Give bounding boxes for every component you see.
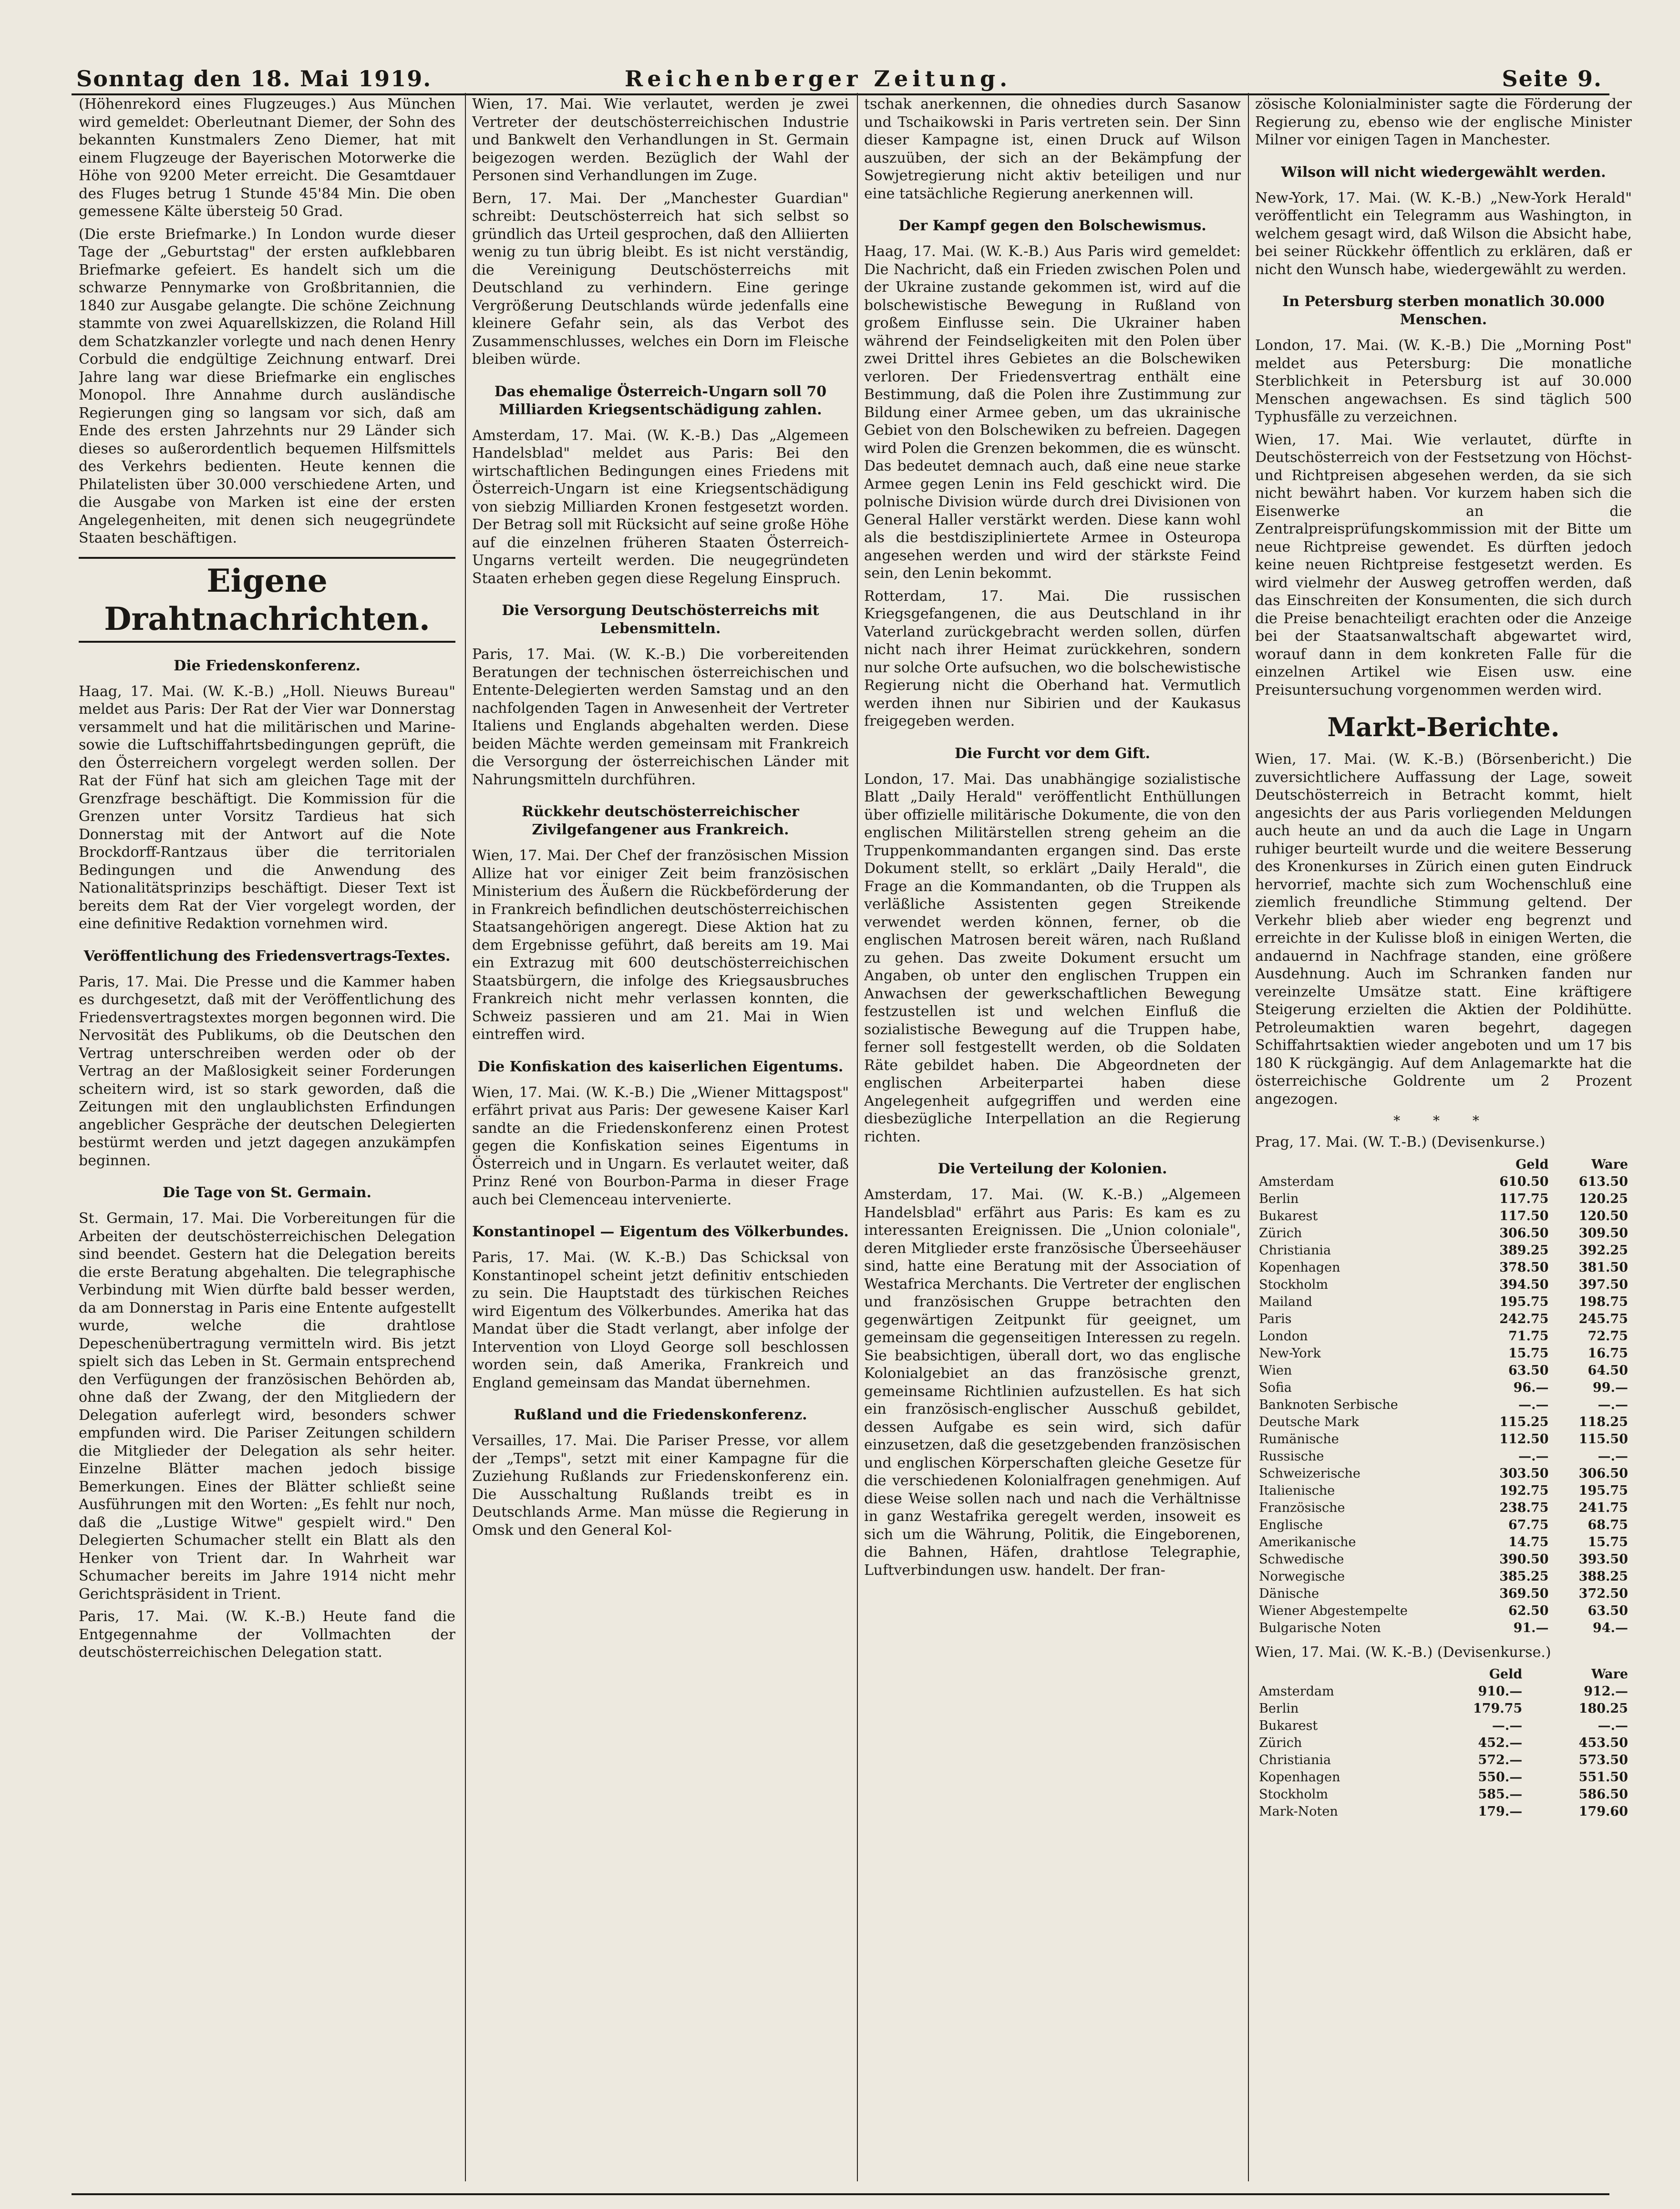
- geld-value: 96.—: [1513, 1380, 1549, 1395]
- currency-name: Bukarest: [1259, 1208, 1318, 1223]
- section-title-drahtnachrichten: Eigene Drahtnachrichten.: [79, 557, 455, 643]
- headline-rueckkehr: Rückkehr deutschösterreichischer Zivilgefangener aus Frankreich.: [522, 803, 799, 838]
- ware-value: 15.75: [1587, 1534, 1628, 1550]
- article-haag-polen: Haag, 17. Mai. (W. K.-B.) Aus Paris wird gemeldet: Die Nachricht, daß ein Frieden zwischen Polen und der Ukraine zustande gekommen ist, wird auf die bolschewistische Bewegung in Rußland von großem Einflusse sein. Die Ukrainer haben während der Feindseligkeiten mit den Polen über zwei Drittel ihres Gebietes an die Bolschewiken verloren. Der Friedensvertrag enthält eine Bestimmung, daß die Polen ihre Zustimmung zur Bildung einer Armee geben, um das ukrainische Gebiet von den Bolschewiken zu befreien. Dagegen wird Polen die Grenzen bekommen, die es wünscht. Das bedeutet demnach auch, daß eine neue starke Armee gegen Lenin ins Feld geschickt wird. Die polnische Division würde durch drei Divisionen von General Haller verstärkt werden. Diese kann wohl als die bestdiszipliniertete Armee in Osteuropa angesehen werden und wird der stärkste Feind sein, den Lenin bekommt.: [864, 243, 1241, 582]
- geld-value: 389.25: [1499, 1243, 1549, 1258]
- table-row: [1255, 1603, 1632, 1620]
- currency-name: Mailand: [1259, 1294, 1312, 1309]
- currency-name: Dänische: [1259, 1586, 1319, 1601]
- ware-value: 120.25: [1578, 1191, 1628, 1206]
- geld-value: 585.—: [1478, 1787, 1523, 1802]
- ware-value: 99.—: [1593, 1380, 1628, 1395]
- headline-st-germain: Die Tage von St. Germain.: [163, 1184, 371, 1201]
- wien-devisen-table: [1255, 1666, 1632, 1820]
- table-row: [1255, 1379, 1632, 1397]
- table-row: [1255, 1431, 1632, 1448]
- section-title-marktberichte: Markt-Berichte.: [1327, 712, 1560, 742]
- table-row: [1255, 1534, 1632, 1551]
- currency-name: London: [1259, 1328, 1308, 1344]
- table-row: [1255, 1328, 1632, 1345]
- article-amsterdam-milliarden: Amsterdam, 17. Mai. (W. K.-B.) Das „Algemeen Handelsblad" meldet aus Paris: Bei den wirtschaftlichen Bedingungen eines Friedens mit Österreich-Ungarn ist eine Kriegsentschädigung von siebzig Milliarden Kronen festgesetzt worden. Der Betrag soll mit Rücksicht auf seine große Höhe auf die einzelnen früheren Staaten Österreich-Ungarns verteilt werden. Die neugegründeten Staaten erheben gegen diese Regelung Einspruch.: [472, 427, 849, 587]
- ware-value: 118.25: [1578, 1414, 1628, 1429]
- currency-name: Bukarest: [1259, 1718, 1318, 1733]
- article-wien-vertreter: Wien, 17. Mai. Wie verlautet, werden je zwei Vertreter der deutschösterreichischen Industrie und Bankwelt den Verhandlungen in St. Germain beigezogen werden. Bezüglich der Wahl der Personen sind Verhandlungen im Zuge.: [472, 96, 849, 184]
- table-row: [1255, 1735, 1632, 1752]
- headline-kriegsentschaedigung: Das ehemalige Österreich-Ungarn soll 70 Milliarden Kriegsentschädigung zahlen.: [494, 383, 827, 418]
- table-row: [1255, 1683, 1632, 1700]
- table-row: [1255, 1585, 1632, 1603]
- article-vollmachten: Paris, 17. Mai. (W. K.-B.) Heute fand die Entgegennahme der Vollmachten der deutschösterreichischen Delegation statt.: [79, 1608, 455, 1661]
- geld-value: 192.75: [1499, 1483, 1549, 1498]
- geld-value: 378.50: [1499, 1260, 1549, 1275]
- currency-name: Schwedische: [1259, 1551, 1344, 1567]
- geld-value: 385.25: [1499, 1569, 1549, 1584]
- table-row: [1255, 1345, 1632, 1362]
- table-row: [1255, 1191, 1632, 1208]
- article-koltschak-cont: tschak anerkennen, die ohnedies durch Sasanow und Tschaikowski in Paris vertreten sein. Der Sinn dieser Kampagne ist, einen Druck auf Wilson auszuüben, der sich an der Bekämpfung der Sowjetregierung nicht aktiv beteiligen und nur eine tatsächliche Regierung anerkennen will.: [864, 96, 1241, 202]
- ware-value: 16.75: [1587, 1346, 1628, 1361]
- headline-friedenskonferenz: Die Friedenskonferenz.: [174, 657, 361, 674]
- geld-value: 117.50: [1499, 1208, 1549, 1223]
- ware-value: 120.50: [1578, 1208, 1628, 1223]
- article-london-daily-herald: London, 17. Mai. Das unabhängige sozialistische Blatt „Daily Herald" veröffentlicht Enthüllungen über offizielle militärische Dokumente, die von den englischen Militärstellen streng geheim an die Truppenkommandanten ergangen sind. Das erste Dokument stellt, so erklärt „Daily Herald", die Frage an die Kommandanten, ob die Truppen als verläßliche Assistenten gegen Streikende verwendet werden können, ferner, ob die englischen Matrosen bereit wären, nach Rußland zu gehen. Das zweite Dokument ersucht um Angaben, ob unter den englischen Truppen ein Anwachsen der gewerkschaftlichen Bewegung festzustellen ist und welchen Einfluß die sozialistische Bewegung auf die Truppen habe, ferner soll festgestellt werden, ob die Soldaten Räte gebildet haben. Die Abgeordneten der englischen Arbeiterpartei haben diese Angelegenheit aufgegriffen und werden eine diesbezügliche Interpellation an die Regierung richten.: [864, 771, 1241, 1145]
- currency-name: Schweizerische: [1259, 1466, 1360, 1481]
- header-date: Sonntag den 18. Mai 1919.: [76, 66, 432, 92]
- currency-name: Russische: [1259, 1449, 1324, 1464]
- geld-value: 910.—: [1478, 1684, 1523, 1699]
- ware-value: 912.—: [1584, 1684, 1628, 1699]
- ware-value: —.—: [1598, 1718, 1628, 1733]
- article-bern: Bern, 17. Mai. Der „Manchester Guardian" schreibt: Deutschösterreich hat sich selbst so gründlich das Urteil gesprochen, daß den Alliierten wenig zu tun übrig bleibt. Es ist nicht verständig, die Vereinigung Deutschösterreichs mit Deutschland zu verhindern. Eine geringe Vergrößerung Deutschlands würde jedenfalls eine kleinere Gefahr sein, als das Verbot des Zusammenschlusses, welches ein Dorn im Fleische bleiben würde.: [472, 190, 849, 368]
- headline-wilson: Wilson will nicht wiedergewählt werden.: [1281, 164, 1606, 181]
- currency-name: Zürich: [1259, 1736, 1302, 1750]
- column-1: [79, 95, 455, 2174]
- table-row: [1255, 1752, 1632, 1769]
- currency-name: Christiania: [1259, 1753, 1331, 1767]
- footer-rule: [72, 2193, 1609, 2195]
- geld-value: 117.75: [1499, 1191, 1549, 1206]
- table-row: [1255, 1242, 1632, 1259]
- header-masthead: Reichenberger Zeitung.: [625, 66, 1012, 92]
- geld-value: —.—: [1518, 1397, 1549, 1412]
- currency-name: Norwegische: [1259, 1569, 1345, 1584]
- table-row: [1255, 1362, 1632, 1379]
- article-paris-konstantinopel: Paris, 17. Mai. (W. K.-B.) Das Schicksal von Konstantinopel scheint jetzt definitiv entschieden zu sein. Die Hauptstadt des türkischen Reiches wird Eigentum des Völkerbundes. Amerika hat das Mandat über die Stadt verlangt, aber infolge der Intervention von Lloyd George soll beschlossen worden sein, daß Amerika, Frankreich und England gemeinsam das Mandat übernehmen.: [472, 1249, 849, 1391]
- article-rotterdam: Rotterdam, 17. Mai. Die russischen Kriegsgefangenen, die aus Deutschland in ihr Vaterland zurückgebracht werden sollen, dürfen nicht nach ihrer Heimat zurückkehren, sondern nur solche Orte aufsuchen, wo die bolschewistische Regierung nicht die Oberhand hat. Vermutlich werden ihnen nur Sibirien und der Kaukasus freigegeben werden.: [864, 587, 1241, 729]
- col-ware: Ware: [1591, 1667, 1628, 1682]
- currency-name: Italienische: [1259, 1483, 1335, 1498]
- currency-name: Englische: [1259, 1517, 1323, 1532]
- geld-value: 14.75: [1508, 1534, 1549, 1550]
- table-row: [1255, 1482, 1632, 1500]
- geld-value: 242.75: [1499, 1311, 1549, 1326]
- geld-value: 369.50: [1499, 1586, 1549, 1601]
- currency-name: Mark-Noten: [1259, 1804, 1338, 1819]
- ware-value: 241.75: [1578, 1500, 1628, 1515]
- ware-value: 388.25: [1578, 1569, 1628, 1584]
- article-boersenbericht: Wien, 17. Mai. (W. K.-B.) (Börsenbericht.) Die zuversichtlichere Auffassung der Lage, soweit Deutschösterreich in Betracht kommt, hielt angesichts der aus Paris vorliegenden Meldungen auch heute an und da auch die Lage in Ungarn ruhiger beurteilt wurde und die weitere Besserung des Kronenkurses in Zürich einen guten Eindruck hervorrief, machte sich zum Wochenschluß eine ziemlich freundliche Stimmung geltend. Der Verkehr blieb aber wieder eng begrenzt und erreichte in der Kulisse bloß in einigen Werten, die andauernd in Nachfrage standen, eine größere Ausdehnung. Auch im Schranken fanden nur vereinzelte Umsätze statt. Eine kräftigere Steigerung erzielten die Aktien der Poldihütte. Petroleumaktien waren begehrt, dagegen Schiffahrtsaktien wieder angeboten und um 17 bis 180 K rückgängig. Auf dem Anlagemarkte hat die österreichische Goldrente um 2 Prozent angezogen.: [1255, 751, 1632, 1108]
- geld-value: 179.—: [1478, 1804, 1523, 1819]
- headline-versorgung: Die Versorgung Deutschösterreichs mit Lebensmitteln.: [502, 602, 819, 637]
- geld-value: 303.50: [1499, 1466, 1549, 1481]
- article-haag: Haag, 17. Mai. (W. K.-B.) „Holl. Nieuws Bureau" meldet aus Paris: Der Rat der Vier war Donnerstag versammelt und hat die militärischen und Marine- sowie die Luftschiffahrtsbedingungen geprüft, die den Österreichern vorgelegt werden sollen. Der Rat der Fünf hat sich am gleichen Tage mit der Grenzfrage beschäftigt. Die Kommission für die Grenzen unter Vorsitz Tardieus hat sich Donnerstag mit der Antwort auf die Note Brockdorff-Rantzaus über die territorialen Bedingungen und die Anwendung des Nationalitätsprinzips beschäftigt. Dieser Text ist bereits dem Rat der Vier vorgelegt worden, der eine definitive Redaktion vornehmen wird.: [79, 683, 455, 932]
- geld-value: 15.75: [1508, 1346, 1549, 1361]
- currency-name: Amsterdam: [1259, 1174, 1334, 1189]
- geld-value: 62.50: [1508, 1603, 1549, 1618]
- headline-petersburg: In Petersburg sterben monatlich 30.000 Menschen.: [1282, 293, 1605, 328]
- currency-name: Amsterdam: [1259, 1684, 1334, 1699]
- currency-name: Zürich: [1259, 1225, 1302, 1241]
- page-header: [76, 61, 1602, 94]
- geld-value: 610.50: [1499, 1174, 1549, 1189]
- geld-value: 238.75: [1499, 1500, 1549, 1515]
- table-row: [1255, 1225, 1632, 1242]
- table-row: [1255, 1500, 1632, 1517]
- article-london-petersburg: London, 17. Mai. (W. K.-B.) Die „Morning Post" meldet aus Petersburg: Die monatliche Sterblichkeit in Petersburg ist auf 30.000 Menschen angewachsen. Es sind täglich 500 Typhusfälle zu verzeichnen.: [1255, 337, 1632, 425]
- col-geld: Geld: [1489, 1667, 1523, 1682]
- table-row: [1255, 1717, 1632, 1735]
- currency-name: Deutsche Mark: [1259, 1414, 1359, 1429]
- currency-name: Wiener Abgestempelte: [1259, 1603, 1408, 1618]
- table-row: [1255, 1294, 1632, 1311]
- geld-value: 572.—: [1478, 1753, 1523, 1767]
- geld-value: 550.—: [1478, 1770, 1523, 1785]
- ware-value: 306.50: [1578, 1466, 1628, 1481]
- currency-name: Amerikanische: [1259, 1534, 1356, 1550]
- ware-value: 195.75: [1578, 1483, 1628, 1498]
- ware-value: 393.50: [1578, 1551, 1628, 1567]
- table-row: [1255, 1769, 1632, 1786]
- ware-value: —.—: [1598, 1449, 1628, 1464]
- ware-value: 392.25: [1578, 1243, 1628, 1258]
- geld-value: 390.50: [1499, 1551, 1549, 1567]
- headline-bolschewismus: Der Kampf gegen den Bolschewismus.: [898, 217, 1206, 234]
- geld-value: 195.75: [1499, 1294, 1549, 1309]
- table-row: [1255, 1551, 1632, 1568]
- table-row: [1255, 1311, 1632, 1328]
- ware-value: —.—: [1598, 1397, 1628, 1412]
- ware-value: 309.50: [1578, 1225, 1628, 1241]
- headline-kolonien: Die Verteilung der Kolonien.: [938, 1161, 1167, 1177]
- article-hoehenrekord: (Höhenrekord eines Flugzeuges.) Aus München wird gemeldet: Oberleutnant Diemer, der Sohn des bekannten Kunstmalers Zeno Diemer, hat mit einem Flugzeuge der Bayerischen Motorwerke die Höhe von 9200 Meter erreicht. Die Gesamtdauer des Fluges betrug 1 Stunde 45'84 Min. Die oben gemessene Kälte übersteig 50 Grad.: [79, 96, 455, 220]
- table-row: [1255, 1786, 1632, 1803]
- table-row: [1255, 1568, 1632, 1585]
- table-row: [1255, 1276, 1632, 1294]
- article-paris-versorgung: Paris, 17. Mai. (W. K.-B.) Die vorbereitenden Beratungen der technischen österreichischen und Entente-Delegierten werden Samstag und an den nachfolgenden Tagen in Anwesenheit der Vertreter Italiens und Englands abgehalten werden. Diese beiden Mächte werden gemeinsam mit Frankreich die Versorgung der österreichischen Länder mit Nahrungsmitteln durchführen.: [472, 646, 849, 788]
- article-st-germain: St. Germain, 17. Mai. Die Vorbereitungen für die Arbeiten der deutschösterreichischen Delegation sind beendet. Gestern hat die Delegation bereits die erste Beratung abgehalten. Die telegraphische Verbindung mit Wien dürfte bald besser werden, da am Donnerstag in Paris eine Entente aufgestellt wurde, welche die drahtlose Depeschenübertragung vermitteln wird. Bis jetzt spielt sich das Leben in St. Germain entsprechend den Verfügungen der französischen Behörden ab, ohne daß der Zwang, der den Mitgliedern der Delegation auferlegt wird, besonders schwer empfunden wird. Die Pariser Zeitungen schildern die Mitglieder der Delegation als sehr heiter. Einzelne Blätter machen jedoch bissige Bemerkungen. Eines der Blätter schließt seine Ausführungen mit den Worten: „Es fehlt nur noch, daß die „Lustige Witwe" gespielt wird." Den Delegierten Schumacher stellt ein Blatt als den Henker von Trient dar. In Wahrheit war Schumacher bereits im Jahre 1914 nicht mehr Gerichtspräsident in Trient.: [79, 1210, 455, 1603]
- geld-value: 452.—: [1478, 1736, 1523, 1750]
- geld-value: 91.—: [1513, 1620, 1549, 1635]
- currency-name: Rumänische: [1259, 1431, 1339, 1447]
- ware-value: 63.50: [1587, 1603, 1628, 1618]
- table-row: [1255, 1208, 1632, 1225]
- ware-value: 245.75: [1578, 1311, 1628, 1326]
- article-wien-richtpreise: Wien, 17. Mai. Wie verlautet, dürfte in Deutschösterreich von der Festsetzung von Höchst- und Richtpreisen abgesehen werden, da sie sich nicht bewährt haben. Vor kurzem haben sich die Eisenwerke an die Zentralpreisprüfungskommission mit der Bitte um neue Richtpreise gewendet. Es dürften jedoch keine neuen Richtpreise festgesetzt werden. Es wird vielmehr der Ausweg getroffen werden, daß das Einschreiten der Konsumenten, die sich durch die Preise benachteiligt erachten oder die Anzeige bei der Staatsanwaltschaft abgewartet wird, worauf dann in dem konkreten Falle für die einzelnen Artikel wie Eisen usw. eine Preisuntersuchung vorgenommen werden wird.: [1255, 431, 1632, 699]
- column-divider: [857, 93, 858, 2181]
- headline-furcht-gift: Die Furcht vor dem Gift.: [955, 745, 1150, 762]
- col-geld: Geld: [1515, 1157, 1549, 1172]
- geld-value: 63.50: [1508, 1363, 1549, 1378]
- prag-devisen-title: Prag, 17. Mai. (W. T.-B.) (Devisenkurse.): [1255, 1134, 1546, 1151]
- ware-value: 372.50: [1578, 1586, 1628, 1601]
- headline-konstantinopel: Konstantinopel — Eigentum des Völkerbundes.: [472, 1223, 849, 1240]
- article-amsterdam-kolonien: Amsterdam, 17. Mai. (W. K.-B.) „Algemeen Handelsblad" erfährt aus Paris: Es kam es zu interessanten Ereignissen. Die „Union coloniale", deren Mitglieder erste französische Überseehäuser sind, hatte eine Beratung mit der Association of Westafrica Merchants. Die Vertreter der englischen und französischen Gruppe betrachten den gegenwärtigen Zeitpunkt für geeignet, um gemeinsam die gegenseitigen Interessen zu regeln. Sie beabsichtigen, überall dort, wo das englische Kolonialgebiet an das französische grenzt, gemeinsame Richtlinien aufzustellen. Es hat sich ein französisch-englischer Ausschuß gebildet, dessen Aufgabe es sein wird, sich dafür einzusetzen, daß die gesetzgebenden französischen und englischen Körperschaften gleiche Gesetze für die verschiedenen Kolonialfragen genehmigen. Auf diese Weise sollen nach und nach die Verhältnisse in ganz Westafrika geregelt werden, insoweit es sich um die Währung, Politik, die Eingeborenen, die Bahnen, Häfen, drahtlose Telegraphie, Luftverbindungen usw. handelt. Der fran-: [864, 1186, 1241, 1579]
- ware-value: 72.75: [1587, 1328, 1628, 1344]
- ware-value: 180.25: [1578, 1701, 1628, 1716]
- column-divider: [465, 93, 466, 2181]
- ware-value: 94.—: [1593, 1620, 1628, 1635]
- article-briefmarke: (Die erste Briefmarke.) In London wurde dieser Tage der „Geburtstag" der ersten aufklebbaren Briefmarke gefeiert. Es handelt sich um die schwarze Pennymarke von Großbritannien, die 1840 zur Ausgabe gelangte. Die schöne Zeichnung stammte von zwei Aquarellskizzen, die Roland Hill dem Schatzkanzler vorlegte und nach denen Henry Corbuld die endgültige Zeichnung entwarf. Drei Jahre lang war diese Briefmarke ein englisches Monopol. Ihre Annahme durch ausländische Regierungen ging so langsam vor sich, daß am Ende des ersten Jahrzehnts nur 29 Länder sich dieses so außerordentlich bequemen Hilfsmittels des Verkehrs bedienten. Heute kennen die Philatelisten über 30.000 verschiedene Arten, und die Ausgabe von Marken ist eine der ersten Angelegenheiten, mit denen sich neugegründete Staaten beschäftigen.: [79, 226, 455, 546]
- currency-name: Berlin: [1259, 1701, 1299, 1716]
- ware-value: 397.50: [1578, 1277, 1628, 1292]
- article-kolonialminister-cont: zösische Kolonialminister sagte die Förderung der Regierung zu, ebenso wie der englische Minister Milner vor einigen Tagen in Manchester.: [1255, 96, 1632, 148]
- currency-name: Berlin: [1259, 1191, 1299, 1206]
- geld-value: 115.25: [1499, 1414, 1549, 1429]
- currency-name: Kopenhagen: [1259, 1770, 1340, 1785]
- table-row: [1255, 1397, 1632, 1414]
- currency-name: Kopenhagen: [1259, 1260, 1340, 1275]
- headline-russland: Rußland und die Friedenskonferenz.: [514, 1407, 807, 1423]
- column-4: [1255, 95, 1632, 2174]
- column-3: [864, 95, 1241, 2174]
- ware-value: 586.50: [1578, 1787, 1628, 1802]
- ware-value: 64.50: [1587, 1363, 1628, 1378]
- table-row: [1255, 1414, 1632, 1431]
- ware-value: 613.50: [1578, 1174, 1628, 1189]
- article-versailles: Versailles, 17. Mai. Die Pariser Presse, vor allem der „Temps", setzt mit einer Kampagne für die Zuziehung Rußlands zur Friedenskonferenz ein. Die Ausschaltung Rußlands treibt es in Deutschlands Arme. Man müsse die Regierung in Omsk und den General Kol-: [472, 1432, 849, 1539]
- table-row: [1255, 1465, 1632, 1482]
- column-divider: [1248, 93, 1249, 2181]
- column-2: [472, 95, 849, 2174]
- currency-name: New-York: [1259, 1346, 1321, 1361]
- geld-value: —.—: [1492, 1718, 1523, 1733]
- article-wien-zivilgefangene: Wien, 17. Mai. Der Chef der französischen Mission Allize hat vor einiger Zeit beim französischen Ministerium des Äußern die Rückbeförderung der in Frankreich befindlichen deutschösterreichischen Staatsangehörigen angeregt. Diese Aktion hat zu dem Ergebnisse geführt, daß bereits am 19. Mai ein Extrazug mit 600 deutschösterreichischen Staatsbürgern, die infolge des Kriegsausbruches Frankreich nicht mehr verlassen konnten, die Schweiz passieren und am 21. Mai in Wien eintreffen wird.: [472, 847, 849, 1043]
- col-ware: Ware: [1591, 1157, 1628, 1172]
- ware-value: 179.60: [1578, 1804, 1628, 1819]
- table-row: [1255, 1517, 1632, 1534]
- geld-value: —.—: [1518, 1449, 1549, 1464]
- geld-value: 71.75: [1508, 1328, 1549, 1344]
- table-header-row: [1255, 1156, 1632, 1173]
- geld-value: 112.50: [1499, 1431, 1549, 1447]
- table-row: [1255, 1803, 1632, 1820]
- table-row: [1255, 1700, 1632, 1717]
- currency-name: Christiania: [1259, 1243, 1331, 1258]
- currency-name: Bulgarische Noten: [1259, 1620, 1381, 1635]
- ware-value: 551.50: [1578, 1770, 1628, 1785]
- geld-value: 394.50: [1499, 1277, 1549, 1292]
- table-row: [1255, 1448, 1632, 1465]
- ware-value: 198.75: [1578, 1294, 1628, 1309]
- article-paris-presse: Paris, 17. Mai. Die Presse und die Kammer haben es durchgesetzt, daß mit der Veröffentlichung des Friedensvertragstextes morgen begonnen wird. Die Nervosität des Publikums, ob die Deutschen den Vertrag unterschreiben werden oder ob der Vertrag an der Maßlosigkeit seiner Forderungen scheitern wird, ist so stark geworden, daß die Zeitungen mit den unglaublichsten Erfindungen angeblicher Gespräche der deutschen Delegierten bestürmt werden und jetzt dagegen anzukämpfen beginnen.: [79, 973, 455, 1169]
- currency-name: Sofia: [1259, 1380, 1292, 1395]
- currency-name: Paris: [1259, 1311, 1292, 1326]
- article-new-york: New-York, 17. Mai. (W. K.-B.) „New-York Herald" veröffentlicht ein Telegramm aus Washington, in welchem gesagt wird, daß Wilson die Absicht habe, bei seiner Rückkehr öffentlich zu erklären, daß er nicht den Wunsch habe, wiedergewählt zu werden.: [1255, 189, 1632, 278]
- article-wien-konfiskation: Wien, 17. Mai. (W. K.-B.) Die „Wiener Mittagspost" erfährt privat aus Paris: Der gewesene Kaiser Karl sandte an die Friedenskonferenz einen Protest gegen die Konfiskation seines Eigentums in Österreich und in Ungarn. Es verlautet weiter, daß Prinz René von Bourbon-Parma in dieser Frage auch bei Clemenceau intervenierte.: [472, 1084, 849, 1208]
- prag-devisen-table: [1255, 1156, 1632, 1637]
- geld-value: 179.75: [1473, 1701, 1523, 1716]
- ware-value: 381.50: [1578, 1260, 1628, 1275]
- ware-value: 68.75: [1587, 1517, 1628, 1532]
- geld-value: 306.50: [1499, 1225, 1549, 1241]
- currency-name: Banknoten Serbische: [1259, 1397, 1398, 1412]
- headline-veroeffentlichung: Veröffentlichung des Friedensvertrags-Textes.: [83, 947, 451, 965]
- ware-value: 453.50: [1578, 1736, 1628, 1750]
- currency-name: Französische: [1259, 1500, 1345, 1515]
- headline-konfiskation: Die Konfiskation des kaiserlichen Eigentums.: [477, 1058, 844, 1075]
- ware-value: 115.50: [1578, 1431, 1628, 1447]
- currency-name: Wien: [1259, 1363, 1292, 1378]
- header-page-number: Seite 9.: [1502, 66, 1602, 92]
- currency-name: Stockholm: [1259, 1787, 1328, 1802]
- table-row: [1255, 1259, 1632, 1276]
- table-row: [1255, 1620, 1632, 1637]
- table-row: [1255, 1173, 1632, 1191]
- ware-value: 573.50: [1578, 1753, 1628, 1767]
- geld-value: 67.75: [1508, 1517, 1549, 1532]
- wien-devisen-title: Wien, 17. Mai. (W. K.-B.) (Devisenkurse.): [1255, 1644, 1551, 1661]
- currency-name: Stockholm: [1259, 1277, 1328, 1292]
- table-header-row: [1255, 1666, 1632, 1683]
- separator-stars: * * *: [1393, 1113, 1494, 1129]
